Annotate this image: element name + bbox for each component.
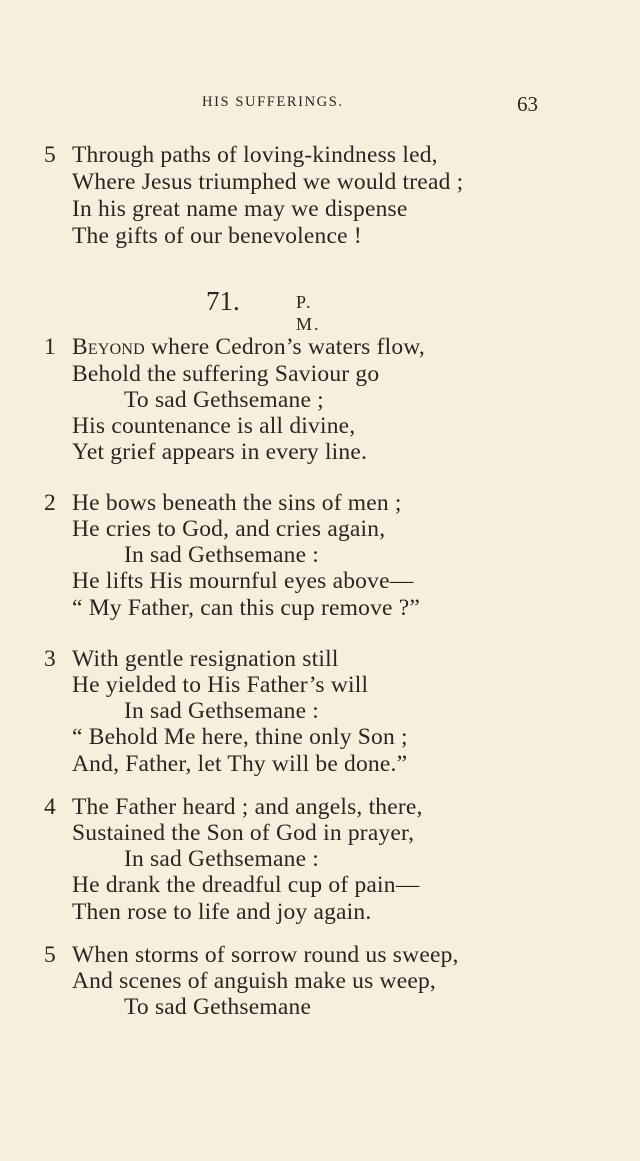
drop-word: Beyond — [72, 334, 145, 360]
verse-line — [72, 334, 425, 360]
verse-line-rest: where Cedron’s waters flow, — [144, 334, 425, 360]
verse-line: And scenes of anguish make us weep, — [72, 968, 436, 994]
running-title: HIS SUFFERINGS. — [202, 94, 344, 110]
verse-line: Through paths of loving-kindness led, — [72, 142, 438, 168]
refrain-line: In sad Gethsemane : — [124, 542, 320, 568]
refrain-line: To sad Gethsemane ; — [124, 387, 324, 413]
verse-line: Behold the suffering Saviour go — [72, 361, 380, 387]
verse-line: And, Father, let Thy will be done.” — [72, 751, 408, 777]
verse-line: Sustained the Son of God in prayer, — [72, 820, 415, 846]
verse-line: He drank the dreadful cup of pain— — [72, 872, 420, 898]
stanza-number: 2 — [44, 490, 56, 516]
hymn-meter: P. M. — [296, 292, 321, 334]
verse-line: With gentle resignation still — [72, 646, 339, 672]
verse-line: The gifts of our benevolence ! — [72, 223, 362, 249]
stanza-number: 5 — [44, 142, 56, 168]
verse-line: The Father heard ; and angels, there, — [72, 794, 423, 820]
verse-line: “ My Father, can this cup remove ?” — [72, 595, 420, 621]
refrain-line: In sad Gethsemane : — [124, 846, 320, 872]
refrain-line: In sad Gethsemane : — [124, 698, 320, 724]
page-number: 63 — [517, 92, 538, 116]
verse-line: His countenance is all divine, — [72, 413, 356, 439]
stanza-number: 5 — [44, 942, 56, 968]
verse-line: In his great name may we dispense — [72, 196, 408, 222]
running-header — [0, 92, 640, 118]
verse-line: He lifts His mournful eyes above— — [72, 568, 414, 594]
verse-line: Then rose to life and joy again. — [72, 899, 372, 925]
verse-line: “ Behold Me here, thine only Son ; — [72, 724, 408, 750]
refrain-line: To sad Gethsemane — [124, 994, 312, 1020]
verse-line: Where Jesus triumphed we would tread ; — [72, 169, 464, 195]
verse-line: When storms of sorrow round us sweep, — [72, 942, 459, 968]
hymn-number: 71. — [206, 286, 240, 316]
stanza-number: 4 — [44, 794, 56, 820]
stanza-number: 1 — [44, 334, 56, 360]
stanza-number: 3 — [44, 646, 56, 672]
verse-line: He yielded to His Father’s will — [72, 672, 369, 698]
verse-line: Yet grief appears in every line. — [72, 439, 368, 465]
verse-line: He bows beneath the sins of men ; — [72, 490, 402, 516]
verse-line: He cries to God, and cries again, — [72, 516, 386, 542]
